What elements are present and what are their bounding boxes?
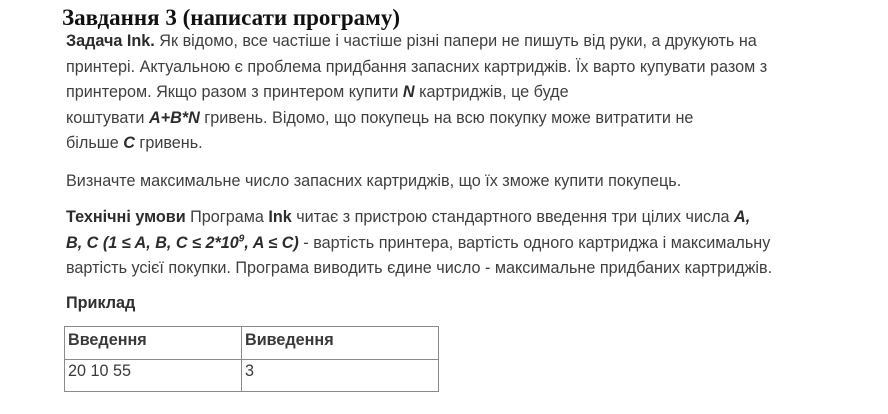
variable-n: N (402, 83, 415, 101)
problem-line-3 (66, 80, 856, 106)
example-table (64, 326, 439, 392)
tech-title: Технічні умови (66, 208, 186, 226)
input-column-header: Введення (65, 327, 242, 360)
input-cell: 20 10 55 (65, 360, 242, 392)
variable-a: A, (734, 208, 751, 226)
program-name: Ink (268, 208, 292, 226)
problem-line-2: принтері. Актуальною є проблема придбання запасних картриджів. Їх варто купувати разом з (66, 57, 768, 76)
task-heading: Завдання 3 (написати програму) (62, 5, 400, 30)
constraint-exponent: 9 (238, 233, 245, 245)
problem-text: Як відомо, все частіше і частіше різні папери не пишуть від руки, а друкують на (154, 32, 757, 50)
example-title: Приклад (66, 294, 136, 312)
problem-text: принтером. Якщо разом з принтером купити (66, 83, 403, 101)
table-row (65, 360, 439, 392)
tech-text: читає з пристрою стандартного введення три цілих числа (291, 208, 735, 226)
constraint-condition: , A ≤ C) (244, 233, 299, 252)
technical-conditions (66, 205, 856, 282)
problem-text: гривень. (134, 134, 203, 152)
problem-line-1 (66, 29, 856, 55)
tech-text: - вартість принтера, вартість одного картриджа і максимальну (298, 233, 771, 252)
output-column-header: Виведення (242, 327, 439, 360)
problem-line-5 (66, 131, 856, 157)
problem-text: більше (66, 134, 124, 152)
question-line: Визначте максимальне число запасних картриджів, що їх зможе купити покупець. (66, 172, 682, 190)
price-formula: A+B*N (148, 108, 200, 127)
table-header-row (65, 327, 439, 360)
variable-c: C (123, 134, 135, 152)
constraint-vars: B, C (1 ≤ A, B, C ≤ 2*10 (66, 233, 239, 252)
problem-text: коштувати (66, 108, 149, 127)
problem-text: картриджів, це буде (414, 83, 569, 101)
tech-line-3: вартість усієї покупки. Програма виводить єдине число - максимальне придбаних картриджів. (66, 259, 773, 277)
problem-text: гривень. Відомо, що покупець на всю покупку може витратити не (199, 108, 694, 127)
tech-line-2 (66, 231, 856, 257)
problem-line-4 (66, 106, 856, 132)
tech-line-1 (66, 205, 856, 231)
tech-text: Програма (185, 208, 269, 226)
output-cell: 3 (242, 360, 439, 392)
problem-title: Задача Ink. (66, 32, 155, 50)
problem-statement (66, 29, 856, 157)
question-text (66, 169, 856, 195)
